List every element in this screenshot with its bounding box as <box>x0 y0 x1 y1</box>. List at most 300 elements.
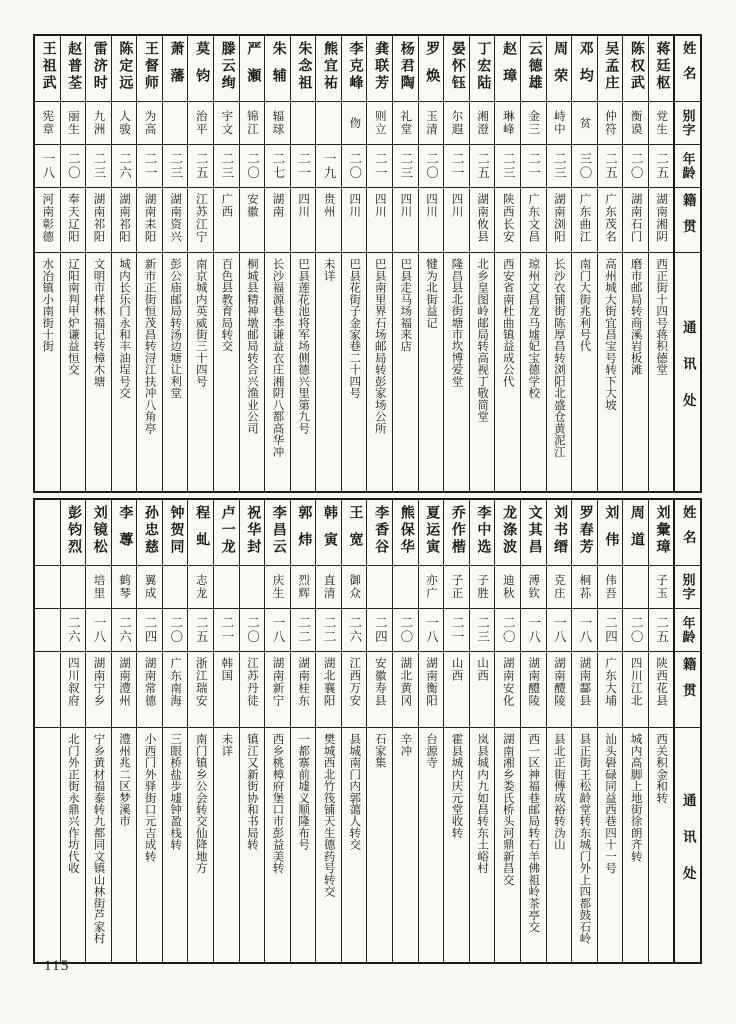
name-cell: 周荣 <box>552 41 568 96</box>
header-courtesy-label: 别字 <box>675 101 700 144</box>
address-cell: 西关积金和转 <box>649 727 674 962</box>
person-column <box>290 36 316 491</box>
name-cell: 朱念祖 <box>296 41 312 93</box>
directory-table-bottom <box>33 498 702 964</box>
header-column <box>673 36 700 491</box>
person-column <box>239 36 265 491</box>
person-column <box>213 36 239 491</box>
courtesy-name-cell <box>214 565 239 608</box>
origin-cell: 奉天辽阳 <box>61 187 86 252</box>
origin-cell: 湖南湘阴 <box>649 187 674 252</box>
origin-cell: 四川 <box>342 187 367 252</box>
address-cell: 西正街十四号蒋积德堂 <box>649 252 674 491</box>
origin-cell: 湖南攸县 <box>470 187 495 252</box>
age-cell: 一九 <box>316 144 341 187</box>
address-cell: 樊城西北竹筏铺天生德药号转交 <box>316 727 341 962</box>
header-address-label: 通讯处 <box>675 252 700 491</box>
address-cell: 南门镇乡公会转交仙降地方 <box>188 727 213 962</box>
origin-cell: 江苏丹徒 <box>240 651 265 727</box>
courtesy-name-cell: 九洲 <box>86 101 111 144</box>
address-cell: 宁乡黄材福泰转九都同文镇山林街芦家村 <box>86 727 111 962</box>
courtesy-name-cell <box>240 565 265 608</box>
address-cell: 霍县城内庆元堂收转 <box>444 727 469 962</box>
person-column <box>546 36 572 491</box>
courtesy-name-cell: 桐荪 <box>572 565 597 608</box>
origin-cell: 广东南海 <box>163 651 188 727</box>
courtesy-name-cell: 溥钦 <box>521 565 546 608</box>
origin-cell: 浙江瑞安 <box>188 651 213 727</box>
address-cell: 汕头礐碌同益西巷四十一号 <box>598 727 623 962</box>
address-cell: 北乡皇图岭邮局转高视丁敬简堂 <box>470 252 495 491</box>
courtesy-name-cell <box>393 565 418 608</box>
courtesy-name-cell <box>367 565 392 608</box>
address-cell: 城内高脚上地街徐朗齐转 <box>623 727 648 962</box>
origin-cell: 广东大埔 <box>598 651 623 727</box>
person-column <box>315 36 341 491</box>
person-column <box>111 500 137 962</box>
header-age-label: 年龄 <box>675 144 700 187</box>
person-column <box>443 36 469 491</box>
courtesy-name-cell: 为高 <box>137 101 162 144</box>
address-cell: 台源寺 <box>419 727 444 962</box>
name-cell: 熊宜祐 <box>321 41 337 93</box>
origin-cell: 湖南澧州 <box>112 651 137 727</box>
name-cell: 杨君陶 <box>398 41 414 93</box>
address-cell: 犍为北街益记 <box>419 252 444 491</box>
person-column <box>60 36 86 491</box>
address-cell: 澧州兆二区梦溪市 <box>112 727 137 962</box>
age-cell: 二一 <box>137 144 162 187</box>
person-column <box>520 36 546 491</box>
person-column <box>469 500 495 962</box>
courtesy-name-cell: 子胜 <box>470 565 495 608</box>
name-cell: 乔作楷 <box>449 505 465 557</box>
person-column <box>85 500 111 962</box>
blank-cell <box>35 565 60 608</box>
age-cell: 二五 <box>598 144 623 187</box>
origin-cell: 四川 <box>444 187 469 252</box>
person-column <box>239 500 265 962</box>
person-column <box>111 36 137 491</box>
courtesy-name-cell: 丽生 <box>61 101 86 144</box>
courtesy-name-cell: 玉清 <box>419 101 444 144</box>
name-cell: 文其昌 <box>526 505 542 557</box>
address-cell: 桐城县精神墩邮局转合兴渔业公司 <box>240 252 265 491</box>
header-name-label: 姓名 <box>680 505 696 555</box>
courtesy-name-cell: 迪秋 <box>495 565 520 608</box>
address-cell: 小西门外驿街口元吉成转 <box>137 727 162 962</box>
name-cell: 丁宏陆 <box>475 41 491 93</box>
name-cell: 滕云绚 <box>219 41 235 93</box>
address-cell: 岚县城内九如昌转东土峪村 <box>470 727 495 962</box>
origin-cell: 山西 <box>470 651 495 727</box>
name-cell: 韩寅 <box>321 505 337 560</box>
name-cell: 熊保华 <box>398 505 414 557</box>
age-cell: 二五 <box>188 144 213 187</box>
address-cell: 西安省南杜曲镇益成公代 <box>495 252 520 491</box>
age-cell: 二三 <box>547 144 572 187</box>
age-cell: 二〇 <box>393 608 418 651</box>
name-cell: 云德雄 <box>526 41 542 93</box>
person-column <box>290 500 316 962</box>
age-cell: 二五 <box>470 144 495 187</box>
age-cell: 二四 <box>137 608 162 651</box>
person-column <box>341 500 367 962</box>
origin-cell: 江苏江宁 <box>188 187 213 252</box>
age-cell: 三〇 <box>572 144 597 187</box>
courtesy-name-cell: 党生 <box>649 101 674 144</box>
courtesy-name-cell: 辐球 <box>265 101 290 144</box>
address-cell: 县城南门内郭蔼人转交 <box>342 727 367 962</box>
age-cell: 二五 <box>649 608 674 651</box>
name-cell: 郭炜 <box>296 505 312 560</box>
age-cell: 二〇 <box>495 608 520 651</box>
courtesy-name-cell: 金三 <box>521 101 546 144</box>
courtesy-name-cell: 峙中 <box>547 101 572 144</box>
header-address-label: 通讯处 <box>675 727 700 962</box>
name-cell: 彭钧烈 <box>66 505 82 557</box>
age-cell: 二〇 <box>342 144 367 187</box>
name-cell: 陈权武 <box>628 41 644 93</box>
name-cell: 卢一龙 <box>219 505 235 557</box>
courtesy-name-cell: 伟吾 <box>598 565 623 608</box>
address-cell: 城内长乐门永和丰油埕号交 <box>112 252 137 491</box>
person-column <box>264 500 290 962</box>
name-cell: 赵普荃 <box>66 41 82 93</box>
address-cell: 琼州文昌龙马墟妃宝德学校 <box>521 252 546 491</box>
courtesy-name-cell: 宪章 <box>35 101 60 144</box>
person-column <box>597 36 623 491</box>
age-cell: 二〇 <box>61 144 86 187</box>
origin-cell: 江西万安 <box>342 651 367 727</box>
person-column <box>35 36 60 491</box>
origin-cell: 四川 <box>393 187 418 252</box>
courtesy-name-cell <box>291 101 316 144</box>
origin-cell: 陕西花县 <box>649 651 674 727</box>
address-cell: 县正街王松龄堂转东城门外上四都鼓石岭 <box>572 727 597 962</box>
age-cell: 二一 <box>444 144 469 187</box>
address-cell: 百色县教育局转交 <box>214 252 239 491</box>
age-cell: 一八 <box>521 608 546 651</box>
name-cell: 王祖武 <box>40 41 56 93</box>
age-cell: 二一 <box>291 144 316 187</box>
address-cell: 镇江又新街协和书局转 <box>240 727 265 962</box>
origin-cell: 湖南醴陵 <box>547 651 572 727</box>
origin-cell: 湖南宁乡 <box>86 651 111 727</box>
address-cell: 石家集 <box>367 727 392 962</box>
age-cell: 二〇 <box>623 144 648 187</box>
age-cell: 二六 <box>61 608 86 651</box>
address-cell: 辛冲 <box>393 727 418 962</box>
address-cell: 西一区神福巷邮局转石羊佛祖岭茶亭交 <box>521 727 546 962</box>
courtesy-name-cell: 克庄 <box>547 565 572 608</box>
courtesy-name-cell: 鹤琴 <box>112 565 137 608</box>
origin-cell: 四川 <box>419 187 444 252</box>
header-origin-label: 籍贯 <box>675 651 700 727</box>
courtesy-name-cell: 培里 <box>86 565 111 608</box>
person-column <box>494 500 520 962</box>
address-cell: 南门大街兆利号代 <box>572 252 597 491</box>
person-column <box>392 36 418 491</box>
name-cell: 李昌云 <box>270 505 286 557</box>
person-column <box>622 36 648 491</box>
address-cell: 未详 <box>214 727 239 962</box>
person-column <box>60 500 86 962</box>
address-cell: 彭公庙邮局转汤边塘让利堂 <box>163 252 188 491</box>
courtesy-name-cell: 子正 <box>444 565 469 608</box>
origin-cell: 广西 <box>214 187 239 252</box>
courtesy-name-cell: 贫 <box>572 101 597 144</box>
person-column <box>571 500 597 962</box>
name-cell: 周道 <box>628 505 644 560</box>
address-cell: 巴县莲花池将军场侧德兴里第九号 <box>291 252 316 491</box>
name-cell: 严瀬 <box>245 41 261 96</box>
origin-cell: 湖南常德 <box>137 651 162 727</box>
origin-cell: 湖南桂东 <box>291 651 316 727</box>
address-cell: 长沙衣铺街陈厚昌转浏阳北盛仓黄泥江 <box>547 252 572 491</box>
origin-cell: 湖南资兴 <box>163 187 188 252</box>
origin-cell: 广东文昌 <box>521 187 546 252</box>
age-cell: 二〇 <box>623 608 648 651</box>
courtesy-name-cell <box>163 101 188 144</box>
name-cell: 程虬 <box>194 505 210 560</box>
header-name-label: 姓名 <box>680 41 696 91</box>
origin-cell: 湖南祁阳 <box>112 187 137 252</box>
age-cell: 二〇 <box>419 144 444 187</box>
name-cell: 刘镜松 <box>91 505 107 557</box>
age-cell: 二〇 <box>240 608 265 651</box>
person-column <box>392 500 418 962</box>
courtesy-name-cell: 子玉 <box>649 565 674 608</box>
age-cell: 二二 <box>316 608 341 651</box>
name-cell: 李香谷 <box>373 505 389 557</box>
name-cell: 罗春芳 <box>577 505 593 557</box>
blank-cell <box>35 608 60 651</box>
person-column <box>622 500 648 962</box>
name-cell: 莫钧 <box>194 41 210 96</box>
age-cell: 一八 <box>547 608 572 651</box>
address-cell: 北门外正街永鼎兴作坊代收 <box>61 727 86 962</box>
courtesy-name-cell: 烈辉 <box>291 565 316 608</box>
age-cell: 二四 <box>598 608 623 651</box>
age-cell: 二〇 <box>163 608 188 651</box>
name-cell: 李克峰 <box>347 41 363 93</box>
person-column <box>443 500 469 962</box>
origin-cell: 四川 <box>367 187 392 252</box>
courtesy-name-cell: 治平 <box>188 101 213 144</box>
courtesy-name-cell: 亦广 <box>419 565 444 608</box>
origin-cell: 四川 <box>291 187 316 252</box>
person-column <box>469 36 495 491</box>
page-number: 115 <box>44 958 70 974</box>
address-cell: 巴县走马场福来店 <box>393 252 418 491</box>
courtesy-name-cell: 御众 <box>342 565 367 608</box>
courtesy-name-cell: 宇文 <box>214 101 239 144</box>
blank-cell <box>35 500 60 565</box>
age-cell: 二三 <box>163 144 188 187</box>
origin-cell: 湖北黄冈 <box>393 651 418 727</box>
person-column <box>366 36 392 491</box>
courtesy-name-cell: 尔遐 <box>444 101 469 144</box>
address-cell: 水冶镇小南街十街 <box>35 252 60 491</box>
person-column <box>366 500 392 962</box>
age-cell: 二〇 <box>240 144 265 187</box>
origin-cell: 贵州 <box>316 187 341 252</box>
name-cell: 蒋廷枢 <box>654 41 670 93</box>
name-cell: 吴孟庄 <box>603 41 619 93</box>
age-cell: 二一 <box>367 144 392 187</box>
header-origin-label: 籍贯 <box>675 187 700 252</box>
age-cell: 二六 <box>112 608 137 651</box>
person-column <box>162 500 188 962</box>
age-cell: 二三 <box>86 144 111 187</box>
courtesy-name-cell: 则立 <box>367 101 392 144</box>
name-cell: 王宽 <box>347 505 363 560</box>
age-cell: 二三 <box>495 144 520 187</box>
person-column <box>418 36 444 491</box>
address-cell: 隆昌县北街塘市坎博爱堂 <box>444 252 469 491</box>
person-column <box>264 36 290 491</box>
age-cell: 二五 <box>188 608 213 651</box>
origin-cell: 安徽 <box>240 187 265 252</box>
person-column <box>520 500 546 962</box>
name-cell: 萧藩 <box>168 41 184 96</box>
origin-cell: 湖南安化 <box>495 651 520 727</box>
age-cell: 一八 <box>419 608 444 651</box>
name-cell: 刘彙璋 <box>654 505 670 557</box>
person-column <box>136 500 162 962</box>
origin-cell: 四川叙府 <box>61 651 86 727</box>
age-cell: 二七 <box>265 144 290 187</box>
person-column <box>315 500 341 962</box>
name-cell: 钟贺同 <box>168 505 184 557</box>
person-column <box>546 500 572 962</box>
name-cell: 罗焕 <box>424 41 440 96</box>
address-cell: 高州城大街宜昌宝号转下大坡 <box>598 252 623 491</box>
name-cell: 祝华封 <box>245 505 261 557</box>
origin-cell: 广东曲江 <box>572 187 597 252</box>
age-cell: 二四 <box>367 608 392 651</box>
name-cell: 赵璋 <box>501 41 516 96</box>
origin-cell: 湖南酃县 <box>572 651 597 727</box>
name-cell: 龙涤波 <box>501 505 516 557</box>
address-cell: 一都寨前墟义顺隆布号 <box>291 727 316 962</box>
courtesy-name-cell <box>61 565 86 608</box>
origin-cell: 安徽寿县 <box>367 651 392 727</box>
origin-cell: 山西 <box>444 651 469 727</box>
age-cell: 二六 <box>112 144 137 187</box>
name-cell: 孙忠慈 <box>142 505 158 557</box>
name-cell: 李中选 <box>475 505 491 557</box>
address-cell: 西乡桃樟府堡口市彭益美转 <box>265 727 290 962</box>
address-cell: 磨市邮局转商溪岩板滩 <box>623 252 648 491</box>
age-cell: 二六 <box>342 608 367 651</box>
origin-cell: 湖北襄阳 <box>316 651 341 727</box>
age-cell: 二一 <box>444 608 469 651</box>
name-cell: 雷济时 <box>91 41 107 93</box>
address-cell: 湖南湘乡娄氏桥头河鼎新昌交 <box>495 727 520 962</box>
person-column <box>648 500 674 962</box>
age-cell: 一八 <box>35 144 60 187</box>
person-column <box>85 36 111 491</box>
courtesy-name-cell: 直清 <box>316 565 341 608</box>
origin-cell: 湖南耒阳 <box>137 187 162 252</box>
courtesy-name-cell <box>316 101 341 144</box>
origin-cell: 湖南祁阳 <box>86 187 111 252</box>
address-cell: 巴县南里界石场邮局转彭家场公所 <box>367 252 392 491</box>
origin-cell: 韩国 <box>214 651 239 727</box>
age-cell: 二二 <box>291 608 316 651</box>
person-column <box>187 36 213 491</box>
courtesy-name-cell <box>623 565 648 608</box>
person-column <box>136 36 162 491</box>
name-cell: 邓均 <box>577 41 593 96</box>
name-cell: 龚联芳 <box>373 41 389 93</box>
name-cell: 李蓴 <box>117 505 133 560</box>
age-cell: 二三 <box>393 144 418 187</box>
person-column <box>494 36 520 491</box>
courtesy-name-cell: 琳峰 <box>495 101 520 144</box>
courtesy-name-cell: 锦江 <box>240 101 265 144</box>
address-cell: 辽阳南判甲炉谦益恒交 <box>61 252 86 491</box>
address-cell: 巴县花街子金家巷二十四号 <box>342 252 367 491</box>
courtesy-name-cell: 志龙 <box>188 565 213 608</box>
address-cell: 新市正街恒茂昌转浔江扶冲八角亭 <box>137 252 162 491</box>
address-cell: 县北正街傅成裕转沩山 <box>547 727 572 962</box>
courtesy-name-cell <box>163 565 188 608</box>
name-cell: 夏运寅 <box>424 505 440 557</box>
person-column <box>597 500 623 962</box>
blank-column <box>35 500 60 962</box>
courtesy-name-cell: 礼堂 <box>393 101 418 144</box>
origin-cell: 湖南浏阳 <box>547 187 572 252</box>
name-cell: 朱辅 <box>270 41 286 96</box>
header-column <box>673 500 700 962</box>
directory-table-top <box>33 34 702 493</box>
age-cell: 二五 <box>649 144 674 187</box>
header-age-label: 年龄 <box>675 608 700 651</box>
name-cell: 晏怀钰 <box>449 41 465 93</box>
person-column <box>648 36 674 491</box>
courtesy-name-cell: 人骏 <box>112 101 137 144</box>
origin-cell: 陕西长安 <box>495 187 520 252</box>
courtesy-name-cell: 伆 <box>342 101 367 144</box>
address-cell: 长沙福源巷李谦益衣庄湘阴八都高华冲 <box>265 252 290 491</box>
origin-cell: 湖南 <box>265 187 290 252</box>
address-cell: 南京城内英威街三十四号 <box>188 252 213 491</box>
age-cell: 一八 <box>572 608 597 651</box>
origin-cell: 广东茂名 <box>598 187 623 252</box>
origin-cell: 河南彰德 <box>35 187 60 252</box>
name-cell: 刘伟 <box>603 505 619 560</box>
blank-cell <box>35 651 60 727</box>
age-cell: 一八 <box>86 608 111 651</box>
person-column <box>418 500 444 962</box>
age-cell: 二一 <box>214 608 239 651</box>
person-column <box>571 36 597 491</box>
person-column <box>187 500 213 962</box>
person-column <box>162 36 188 491</box>
courtesy-name-cell: 湘澄 <box>470 101 495 144</box>
age-cell: 二三 <box>470 608 495 651</box>
origin-cell: 湖南石门 <box>623 187 648 252</box>
origin-cell: 湖南醴陵 <box>521 651 546 727</box>
person-column <box>213 500 239 962</box>
courtesy-name-cell: 仲符 <box>598 101 623 144</box>
address-cell: 未详 <box>316 252 341 491</box>
age-cell: 一八 <box>265 608 290 651</box>
age-cell: 二三 <box>214 144 239 187</box>
